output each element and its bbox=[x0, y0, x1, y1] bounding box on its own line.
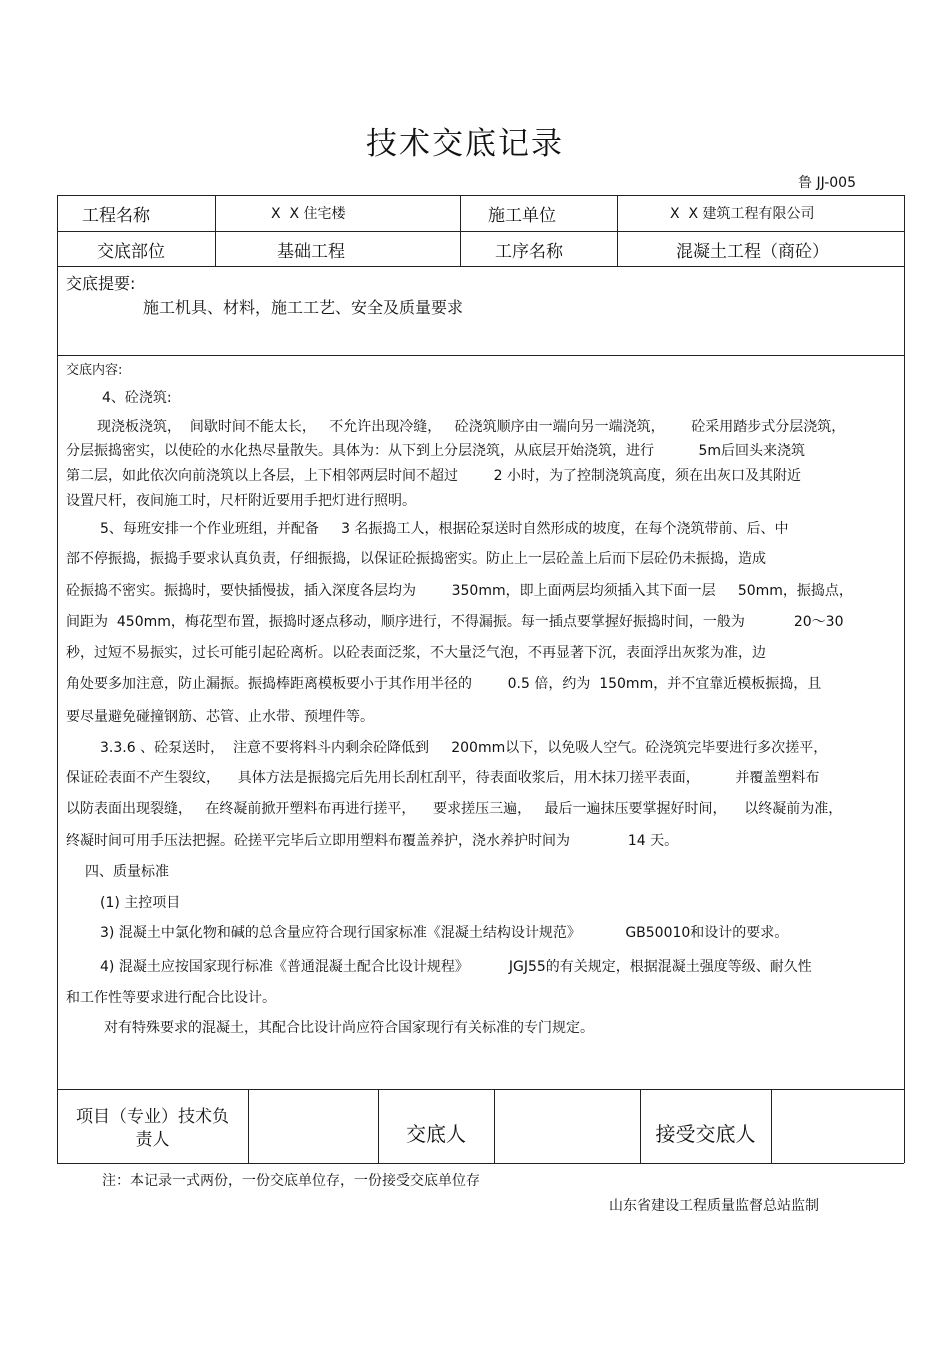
content-line: 现浇板浇筑， 间歇时间不能太长， 不允许出现冷缝， 砼浇筑顺序由一端向另一端浇筑， 砼采用踏步式分层浇筑， bbox=[97, 419, 846, 435]
content-line: 以防表面出现裂缝， 在终凝前掀开塑料布再进行搓平， 要求搓压三遍， 最后一遍抹压要掌握好时间， 以终凝前为准， bbox=[66, 801, 843, 817]
table-border-left bbox=[57, 195, 58, 1163]
content-line: 3) 混凝土中氯化物和碱的总含量应符合现行国家标准《混凝土结构设计规范》 GB50010和设计的要求。 bbox=[100, 925, 789, 941]
issuing-authority: 山东省建设工程质量监督总站监制 bbox=[609, 1198, 819, 1214]
content-line: 分层振捣密实，以使砼的水化热尽量散失。具体为：从下到上分层浇筑，从底层开始浇筑，进行 5m后回头来浇筑 bbox=[66, 443, 806, 459]
summary-text: 施工机具、材料，施工工艺、安全及质量要求 bbox=[143, 298, 464, 317]
receiver-label: 接受交底人 bbox=[655, 1122, 756, 1146]
page-title: 技术交底记录 bbox=[366, 126, 564, 162]
process-value: 混凝土工程（商砼） bbox=[676, 242, 829, 262]
presenter-signature-field[interactable] bbox=[495, 1090, 639, 1162]
tech-lead-label-line: 项目（专业）技术负 bbox=[76, 1107, 229, 1127]
part-label: 交底部位 bbox=[97, 242, 165, 262]
content-line: 秒，过短不易振实，过长可能引起砼离析。以砼表面泛浆，不大量泛气泡，不再显著下沉，表面浮出灰浆为准，边 bbox=[66, 645, 766, 661]
table-divider bbox=[57, 266, 904, 267]
table-divider bbox=[57, 231, 904, 232]
content-label: 交底内容: bbox=[66, 363, 123, 378]
content-line: 部不停振捣，振捣手要求认真负责，仔细振捣，以保证砼振捣密实。防止上一层砼盖上后而下层砼仍未振捣，造成 bbox=[66, 551, 766, 567]
form-code: 鲁 JJ-005 bbox=[798, 175, 856, 191]
content-line: 角处要多加注意，防止漏振。振捣棒距离模板要小于其作用半径的 0.5 倍，约为 150mm，并不宜靠近模板振捣，且 bbox=[66, 676, 822, 692]
table-divider bbox=[460, 195, 461, 266]
contractor-value: X X 建筑工程有限公司 bbox=[670, 206, 815, 222]
content-line: 对有特殊要求的混凝土，其配合比设计尚应符合国家现行有关标准的专门规定。 bbox=[104, 1020, 594, 1036]
tech-lead-label-line: 责人 bbox=[135, 1130, 170, 1150]
receiver-signature-field[interactable] bbox=[772, 1090, 903, 1162]
content-line: 砼振捣不密实。振捣时，要快插慢拔，插入深度各层均为 350mm，即上面两层均须插入其下面一层 50mm，振捣点， bbox=[66, 583, 853, 599]
content-line: 第二层，如此依次向前浇筑以上各层，上下相邻两层时间不超过 2 小时，为了控制浇筑高度，须在出灰口及其附近 bbox=[66, 468, 801, 484]
content-line: 终凝时间可用手压法把握。砼搓平完毕后立即用塑料布覆盖养护，浇水养护时间为 14 天。 bbox=[66, 833, 679, 849]
presenter-label: 交底人 bbox=[406, 1122, 466, 1146]
table-divider bbox=[215, 195, 216, 266]
content-line: 4) 混凝土应按国家现行标准《普通混凝土配合比设计规程》 JGJ55的有关规定，根据混凝土强度等级、耐久性 bbox=[100, 959, 812, 975]
table-divider bbox=[57, 355, 904, 356]
content-line: 间距为 450mm，梅花型布置，振捣时逐点移动，顺序进行，不得漏振。每一插点要掌握好振捣时间，一般为 20～30 bbox=[66, 614, 844, 630]
content-line: 和工作性等要求进行配合比设计。 bbox=[66, 990, 276, 1006]
table-divider bbox=[617, 195, 618, 266]
project-name-value: X X 住宅楼 bbox=[271, 206, 346, 222]
content-line: 4、砼浇筑: bbox=[102, 390, 172, 406]
footnote: 注：本记录一式两份，一份交底单位存，一份接受交底单位存 bbox=[102, 1173, 480, 1189]
tech-lead-label bbox=[57, 1106, 248, 1152]
content-line: 设置尺杆，夜间施工时，尺杆附近要用手把灯进行照明。 bbox=[66, 493, 416, 509]
content-line: 5、每班安排一个作业班组，并配备 3 名振捣工人，根据砼泵送时自然形成的坡度，在每个浇筑带前、后、中 bbox=[100, 521, 789, 537]
content-line: (1) 主控项目 bbox=[100, 895, 181, 911]
table-border-right bbox=[904, 195, 905, 1163]
content-line: 3.3.6 、砼泵送时， 注意不要将料斗内剩余砼降低到 200mm以下，以免吸人空气。砼浇筑完毕要进行多次搓平， bbox=[100, 740, 828, 756]
table-border-bottom bbox=[57, 1163, 904, 1164]
contractor-label: 施工单位 bbox=[488, 206, 556, 226]
content-line: 保证砼表面不产生裂纹， 具体方法是振捣完后先用长刮杠刮平，待表面收浆后，用木抹刀搓平表面， 并覆盖塑料布 bbox=[66, 770, 820, 786]
content-line: 要尽量避免碰撞钢筋、芯管、止水带、预埋件等。 bbox=[66, 709, 374, 725]
project-name-label: 工程名称 bbox=[82, 206, 150, 226]
summary-label: 交底提要: bbox=[66, 274, 136, 293]
part-value: 基础工程 bbox=[277, 242, 345, 262]
content-line: 四、质量标准 bbox=[85, 864, 169, 880]
tech-lead-signature-field[interactable] bbox=[249, 1090, 377, 1162]
table-border-top bbox=[57, 195, 904, 196]
process-label: 工序名称 bbox=[495, 242, 563, 262]
